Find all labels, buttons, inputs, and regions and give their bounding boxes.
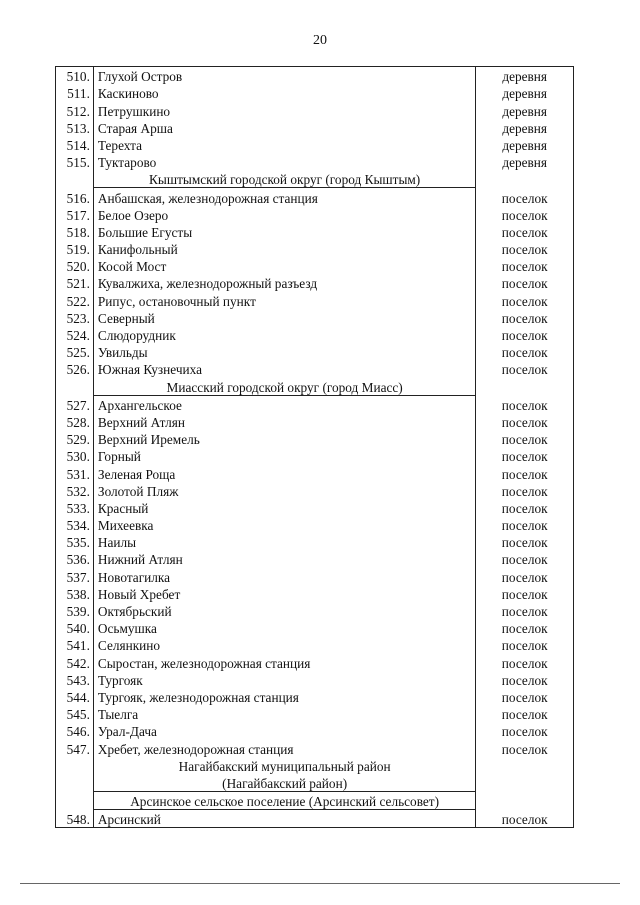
settlement-type bbox=[476, 170, 574, 188]
settlement-type: поселок bbox=[476, 413, 574, 430]
row-number: 520. bbox=[56, 257, 94, 274]
row-number bbox=[56, 170, 94, 188]
settlement-name: Туктарово bbox=[93, 153, 475, 170]
settlement-type: поселок bbox=[476, 653, 574, 670]
table-row bbox=[56, 257, 574, 274]
table-row bbox=[56, 240, 574, 257]
settlement-name: Терехта bbox=[93, 136, 475, 153]
settlement-type bbox=[476, 757, 574, 774]
row-number: 542. bbox=[56, 653, 94, 670]
settlement-type: поселок bbox=[476, 257, 574, 274]
table-row bbox=[56, 567, 574, 584]
table-row bbox=[56, 360, 574, 377]
row-number: 528. bbox=[56, 413, 94, 430]
settlement-name: Осьмушка bbox=[93, 619, 475, 636]
table-row bbox=[56, 153, 574, 170]
table-row bbox=[56, 705, 574, 722]
row-number: 535. bbox=[56, 533, 94, 550]
settlement-name: Сыростан, железнодорожная станция bbox=[93, 653, 475, 670]
settlement-type: поселок bbox=[476, 447, 574, 464]
settlements-table bbox=[55, 66, 574, 828]
settlement-type: поселок bbox=[476, 688, 574, 705]
settlement-name: Новый Хребет bbox=[93, 585, 475, 602]
settlement-name: Слюдорудник bbox=[93, 326, 475, 343]
settlement-type bbox=[476, 791, 574, 809]
settlement-type: деревня bbox=[476, 153, 574, 170]
settlement-name: Северный bbox=[93, 309, 475, 326]
settlements-table-body bbox=[56, 67, 574, 828]
settlement-name: Новотагилка bbox=[93, 567, 475, 584]
table-row bbox=[56, 482, 574, 499]
settlement-type: поселок bbox=[476, 636, 574, 653]
settlement-name: Тургояк bbox=[93, 671, 475, 688]
row-number: 524. bbox=[56, 326, 94, 343]
row-number: 546. bbox=[56, 722, 94, 739]
settlement-name: Золотой Пляж bbox=[93, 482, 475, 499]
settlement-name: Канифольный bbox=[93, 240, 475, 257]
settlement-name: Петрушкино bbox=[93, 101, 475, 118]
table-row bbox=[56, 343, 574, 360]
settlement-type: поселок bbox=[476, 602, 574, 619]
settlement-type: поселок bbox=[476, 360, 574, 377]
table-row bbox=[56, 101, 574, 118]
section-header-row bbox=[56, 170, 574, 188]
settlement-name: Михеевка bbox=[93, 516, 475, 533]
settlement-type: поселок bbox=[476, 206, 574, 223]
settlement-type: поселок bbox=[476, 516, 574, 533]
settlement-name: Рипус, остановочный пункт bbox=[93, 291, 475, 308]
settlement-type: поселок bbox=[476, 430, 574, 447]
settlement-type: поселок bbox=[476, 499, 574, 516]
settlement-name: Кувалжиха, железнодорожный разъезд bbox=[93, 274, 475, 291]
section-title: Кыштымский городской округ (город Кыштым) bbox=[93, 170, 475, 188]
settlement-name: Увильды bbox=[93, 343, 475, 360]
row-number: 529. bbox=[56, 430, 94, 447]
section-header-row bbox=[56, 774, 574, 792]
row-number: 510. bbox=[56, 67, 94, 85]
row-number: 521. bbox=[56, 274, 94, 291]
table-row bbox=[56, 206, 574, 223]
settlement-name: Верхний Иремель bbox=[93, 430, 475, 447]
row-number: 512. bbox=[56, 101, 94, 118]
row-number: 522. bbox=[56, 291, 94, 308]
section-title: Арсинское сельское поселение (Арсинский сельсовет) bbox=[93, 791, 475, 809]
row-number: 532. bbox=[56, 482, 94, 499]
table-row bbox=[56, 550, 574, 567]
row-number: 544. bbox=[56, 688, 94, 705]
settlement-name: Косой Мост bbox=[93, 257, 475, 274]
settlement-type: поселок bbox=[476, 567, 574, 584]
settlement-name: Тыелга bbox=[93, 705, 475, 722]
row-number: 517. bbox=[56, 206, 94, 223]
table-row bbox=[56, 516, 574, 533]
settlement-name: Каскиново bbox=[93, 84, 475, 101]
settlement-type: поселок bbox=[476, 291, 574, 308]
row-number: 511. bbox=[56, 84, 94, 101]
section-title: (Нагайбакский район) bbox=[93, 774, 475, 792]
settlement-name: Старая Арша bbox=[93, 119, 475, 136]
settlement-type: деревня bbox=[476, 84, 574, 101]
table-row bbox=[56, 653, 574, 670]
settlement-type: поселок bbox=[476, 309, 574, 326]
section-title: Миасский городской округ (город Миасс) bbox=[93, 377, 475, 395]
row-number: 541. bbox=[56, 636, 94, 653]
settlement-name: Южная Кузнечиха bbox=[93, 360, 475, 377]
table-row bbox=[56, 395, 574, 413]
table-row bbox=[56, 602, 574, 619]
settlement-name: Большие Егусты bbox=[93, 223, 475, 240]
row-number: 543. bbox=[56, 671, 94, 688]
table-row bbox=[56, 533, 574, 550]
table-row bbox=[56, 67, 574, 85]
settlement-name: Горный bbox=[93, 447, 475, 464]
table-row bbox=[56, 810, 574, 828]
row-number: 531. bbox=[56, 464, 94, 481]
settlement-type: поселок bbox=[476, 464, 574, 481]
settlement-name: Верхний Атлян bbox=[93, 413, 475, 430]
row-number: 539. bbox=[56, 602, 94, 619]
settlement-type: поселок bbox=[476, 722, 574, 739]
settlement-type: деревня bbox=[476, 101, 574, 118]
settlement-name: Октябрьский bbox=[93, 602, 475, 619]
settlement-name: Нижний Атлян bbox=[93, 550, 475, 567]
row-number bbox=[56, 791, 94, 809]
settlement-type: поселок bbox=[476, 482, 574, 499]
table-row bbox=[56, 464, 574, 481]
settlement-name: Архангельское bbox=[93, 395, 475, 413]
settlement-type: деревня bbox=[476, 119, 574, 136]
section-header-row bbox=[56, 791, 574, 809]
settlement-type: поселок bbox=[476, 533, 574, 550]
settlement-type: поселок bbox=[476, 585, 574, 602]
settlement-type bbox=[476, 774, 574, 792]
row-number: 534. bbox=[56, 516, 94, 533]
table-row bbox=[56, 585, 574, 602]
row-number: 527. bbox=[56, 395, 94, 413]
page-bottom-line bbox=[20, 883, 620, 884]
table-row bbox=[56, 688, 574, 705]
settlement-type: деревня bbox=[476, 67, 574, 85]
table-row bbox=[56, 671, 574, 688]
settlement-name: Тургояк, железнодорожная станция bbox=[93, 688, 475, 705]
row-number bbox=[56, 377, 94, 395]
settlement-type: поселок bbox=[476, 326, 574, 343]
settlement-type: поселок bbox=[476, 274, 574, 291]
settlement-name: Арсинский bbox=[93, 810, 475, 828]
settlement-name: Урал-Дача bbox=[93, 722, 475, 739]
settlement-type: деревня bbox=[476, 136, 574, 153]
row-number: 526. bbox=[56, 360, 94, 377]
row-number: 525. bbox=[56, 343, 94, 360]
table-row bbox=[56, 430, 574, 447]
table-row bbox=[56, 447, 574, 464]
table-row bbox=[56, 291, 574, 308]
row-number: 523. bbox=[56, 309, 94, 326]
row-number bbox=[56, 757, 94, 774]
table-row bbox=[56, 413, 574, 430]
row-number: 519. bbox=[56, 240, 94, 257]
row-number: 513. bbox=[56, 119, 94, 136]
settlement-type: поселок bbox=[476, 395, 574, 413]
section-header-row bbox=[56, 757, 574, 774]
row-number: 540. bbox=[56, 619, 94, 636]
settlement-type: поселок bbox=[476, 705, 574, 722]
row-number: 537. bbox=[56, 567, 94, 584]
settlement-name: Зеленая Роща bbox=[93, 464, 475, 481]
table-row bbox=[56, 326, 574, 343]
table-row bbox=[56, 309, 574, 326]
table-row bbox=[56, 636, 574, 653]
table-row bbox=[56, 188, 574, 206]
table-row bbox=[56, 136, 574, 153]
row-number: 536. bbox=[56, 550, 94, 567]
settlement-type: поселок bbox=[476, 343, 574, 360]
table-row bbox=[56, 274, 574, 291]
table-row bbox=[56, 739, 574, 756]
row-number: 515. bbox=[56, 153, 94, 170]
row-number: 533. bbox=[56, 499, 94, 516]
settlement-name: Анбашская, железнодорожная станция bbox=[93, 188, 475, 206]
settlement-name: Селянкино bbox=[93, 636, 475, 653]
row-number: 516. bbox=[56, 188, 94, 206]
row-number: 547. bbox=[56, 739, 94, 756]
table-row bbox=[56, 499, 574, 516]
section-header-row bbox=[56, 377, 574, 395]
row-number: 545. bbox=[56, 705, 94, 722]
table-row bbox=[56, 223, 574, 240]
section-title: Нагайбакский муниципальный район bbox=[93, 757, 475, 774]
settlement-type: поселок bbox=[476, 810, 574, 828]
row-number: 538. bbox=[56, 585, 94, 602]
row-number bbox=[56, 774, 94, 792]
settlement-type: поселок bbox=[476, 739, 574, 756]
settlement-name: Хребет, железнодорожная станция bbox=[93, 739, 475, 756]
table-row bbox=[56, 84, 574, 101]
row-number: 530. bbox=[56, 447, 94, 464]
settlement-name: Белое Озеро bbox=[93, 206, 475, 223]
settlement-type: поселок bbox=[476, 188, 574, 206]
settlement-type: поселок bbox=[476, 550, 574, 567]
settlement-name: Красный bbox=[93, 499, 475, 516]
page-number: 20 bbox=[313, 33, 327, 48]
table-row bbox=[56, 619, 574, 636]
settlement-name: Глухой Остров bbox=[93, 67, 475, 85]
settlement-type: поселок bbox=[476, 240, 574, 257]
row-number: 514. bbox=[56, 136, 94, 153]
settlement-type: поселок bbox=[476, 619, 574, 636]
settlement-type: поселок bbox=[476, 223, 574, 240]
row-number: 518. bbox=[56, 223, 94, 240]
table-row bbox=[56, 119, 574, 136]
settlement-type bbox=[476, 377, 574, 395]
settlement-name: Наилы bbox=[93, 533, 475, 550]
table-row bbox=[56, 722, 574, 739]
settlement-type: поселок bbox=[476, 671, 574, 688]
row-number: 548. bbox=[56, 810, 94, 828]
